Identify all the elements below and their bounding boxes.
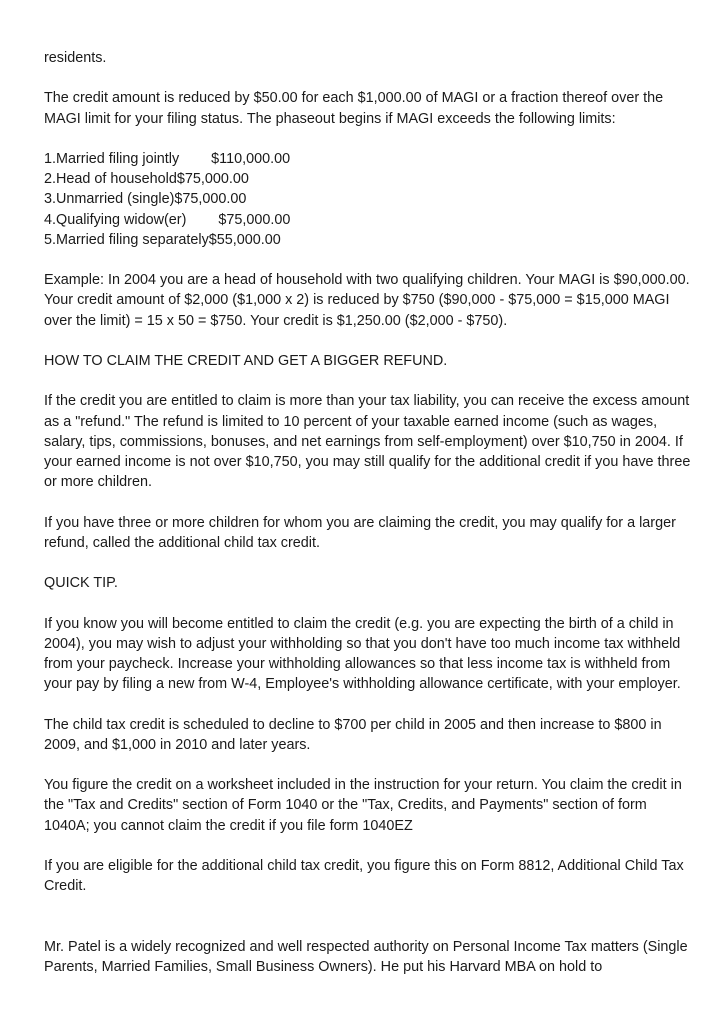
list-item: 1.Married filing jointly $110,000.00 — [44, 150, 291, 167]
paragraph-schedule: The child tax credit is scheduled to decline to $700 per child in 2005 and then increase to $800 in 2009, and $1,000 in 2010 and later years. — [44, 716, 662, 753]
list-item: 2.Head of household$75,000.00 — [44, 171, 249, 188]
list-item: 5.Married filing separately$55,000.00 — [44, 231, 281, 248]
magi-limits-list — [44, 149, 692, 250]
list-item: 4.Qualifying widow(er) $75,000.00 — [44, 211, 291, 228]
paragraph-example: Example: In 2004 you are a head of household with two qualifying children. Your MAGI is $90,000.00. Your credit amount of $2,000 ($1,000 x 2) is reduced by $750 ($90,000 - $75,000 = $15,000 MAGI over the limit) = 15 x 50 = $750. Your credit is $1,250.00 ($2,000 - $750). — [44, 272, 690, 329]
paragraph-worksheet: You figure the credit on a worksheet included in the instruction for your return. You claim the credit in the "Tax and Credits" section of Form 1040 or the "Tax, Credits, and Payments" section of form 1040A; you cannot claim the credit if you file form 1040EZ — [44, 777, 682, 834]
paragraph-withholding: If you know you will become entitled to claim the credit (e.g. you are expecting the birth of a child in 2004), you may wish to adjust your withholding so that you don't have too much income tax withheld from your paycheck. Increase your withholding allowances so that less income tax is withheld from your pay by filing a new from W-4, Employee's withholding allowance certificate, with your employer. — [44, 615, 681, 693]
paragraph-reduction: The credit amount is reduced by $50.00 for each $1,000.00 of MAGI or a fraction thereof over the MAGI limit for your filing status. The phaseout begins if MAGI exceeds the following limits: — [44, 90, 664, 127]
heading-quick-tip: QUICK TIP. — [44, 575, 118, 592]
paragraph-author-bio: Mr. Patel is a widely recognized and well respected authority on Personal Income Tax matters (Single Parents, Married Families, Small Business Owners). He put his Harvard MBA on hold to — [44, 938, 688, 975]
document-page — [44, 48, 692, 977]
list-item: 3.Unmarried (single)$75,000.00 — [44, 191, 247, 208]
spacer — [44, 917, 692, 937]
heading-how-to-claim: HOW TO CLAIM THE CREDIT AND GET A BIGGER REFUND. — [44, 352, 448, 369]
paragraph-form-8812: If you are eligible for the additional child tax credit, you figure this on Form 8812, Additional Child Tax Credit. — [44, 857, 684, 895]
paragraph-additional-credit: If you have three or more children for whom you are claiming the credit, you may qualify for a larger refund, called the additional child tax credit. — [44, 514, 676, 551]
paragraph-residents: residents. — [44, 50, 107, 66]
paragraph-refund: If the credit you are entitled to claim is more than your tax liability, you can receive the excess amount as a "refund." The refund is limited to 10 percent of your taxable earned income (such as wages, salary, tips, commissions, bonuses, and net earnings from self-employment) over $10,750 in 2004. If your earned income is not over $10,750, you may still qualify for the additional credit if you have three or more children. — [44, 393, 691, 491]
